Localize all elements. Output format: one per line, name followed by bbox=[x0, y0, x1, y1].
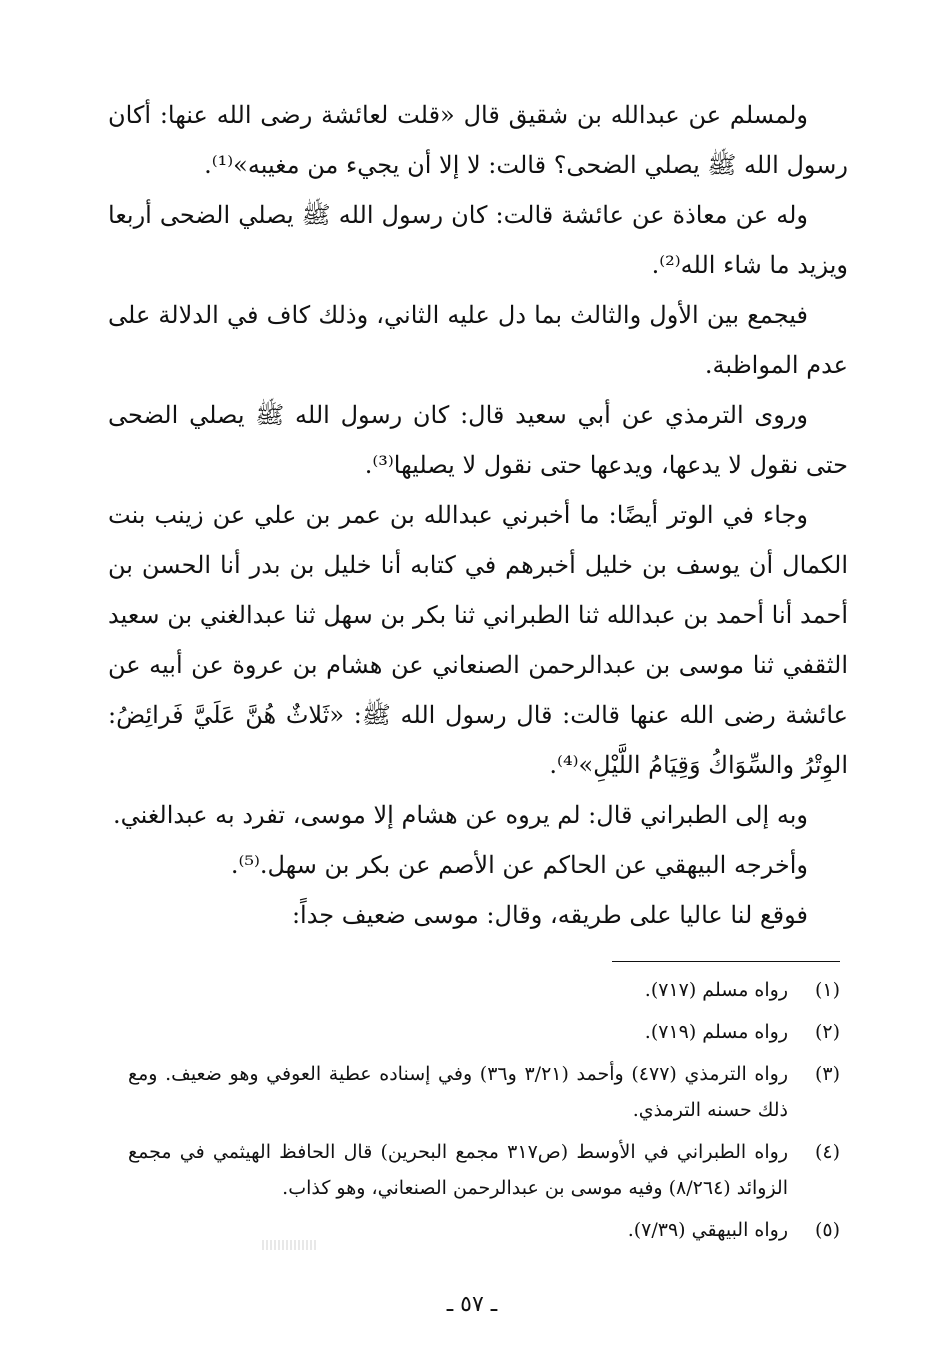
footnote bbox=[128, 1014, 840, 1050]
footnote bbox=[128, 1056, 840, 1128]
footnote-number: (١) bbox=[814, 979, 840, 1001]
footnote-text: رواه البيهقي (٧/٣٩). bbox=[627, 1219, 788, 1241]
scan-artifact bbox=[262, 1240, 316, 1250]
paragraph: فيجمع بين الأول والثالث بما دل عليه الثاني، وذلك كاف في الدلالة على عدم المواظبة. bbox=[108, 301, 848, 379]
text-line: وبه إلى الطبراني قال: لم يروه عن هشام إلا موسى، تفرد به عبدالغني. bbox=[112, 801, 808, 829]
paragraph: ولمسلم عن عبدالله بن شقيق قال «قلت لعائشة رضى الله عنها: أكان رسول الله ﷺ يصلي الضحى؟ قالت: لا إلا أن يجيء من مغيبه»⁽¹⁾. bbox=[108, 101, 848, 179]
text-line: فوقع لنا عاليا على طريقه، وقال: موسى ضعيف جداً: bbox=[291, 901, 808, 929]
footnote-number: (٥) bbox=[814, 1219, 840, 1241]
footnote-text: رواه مسلم (٧١٩). bbox=[644, 1021, 788, 1043]
paragraph: وجاء في الوتر أيضًا: ما أخبرني عبدالله بن عمر بن علي عن زينب بنت الكمال أن يوسف بن خليل أخبرهم في كتابه أنا خليل بن بدر أنا الحسن بن أحمد أنا أحمد بن عبدالله ثنا الطبراني ثنا بكر بن سهل ثنا عبدالغني بن سعيد الثقفي ثنا موسى بن عبدالرحمن الصنعاني عن هشام بن عروة عن أبيه عن عائشة رضى الله عنها قالت: قال رسول الله ﷺ: «ثَلاثٌ هُنَّ عَلَيَّ فَرائِضُ: الوِتْرُ والسِّوَاكُ وَقِيَامُ اللَّيْلِ»⁽⁴⁾. bbox=[108, 501, 848, 779]
footnote-number: (٣) bbox=[814, 1063, 840, 1085]
paragraph: وله عن معاذة عن عائشة قالت: كان رسول الله ﷺ يصلي الضحى أربعا ويزيد ما شاء الله⁽²⁾. bbox=[108, 201, 848, 279]
footnote bbox=[128, 972, 840, 1008]
footnotes bbox=[128, 970, 840, 1254]
footnote-text: رواه الطبراني في الأوسط (ص٣١٧ مجمع البحرين) قال الحافظ الهيثمي في مجمع الزوائد (٨/٢٦٤) وفيه موسى بن عبدالرحمن الصنعاني، وهو كذاب. bbox=[128, 1141, 788, 1199]
footnote-number: (٤) bbox=[814, 1141, 840, 1163]
main-text bbox=[108, 90, 848, 940]
footnote bbox=[128, 1212, 840, 1248]
footnote-text: رواه الترمذي (٤٧٧) وأحمد (٣/٢١ و٣٦) وفي إسناده عطية العوفي وهو ضعيف. ومع ذلك حسنه الترمذي. bbox=[128, 1063, 789, 1121]
footnote-text: رواه مسلم (٧١٧). bbox=[644, 979, 788, 1001]
page-number: ـ ٥٧ ـ bbox=[446, 1292, 498, 1317]
text-line: وأخرجه البيهقي عن الحاكم عن الأصم عن بكر بن سهل.⁽⁵⁾. bbox=[230, 851, 808, 879]
footnote-separator bbox=[612, 961, 840, 962]
footnote-number: (٢) bbox=[814, 1021, 840, 1043]
paragraph: وروى الترمذي عن أبي سعيد قال: كان رسول الله ﷺ يصلي الضحى حتى نقول لا يدعها، ويدعها حتى نقول لا يصليها⁽³⁾. bbox=[108, 401, 848, 479]
footnote bbox=[128, 1134, 840, 1206]
